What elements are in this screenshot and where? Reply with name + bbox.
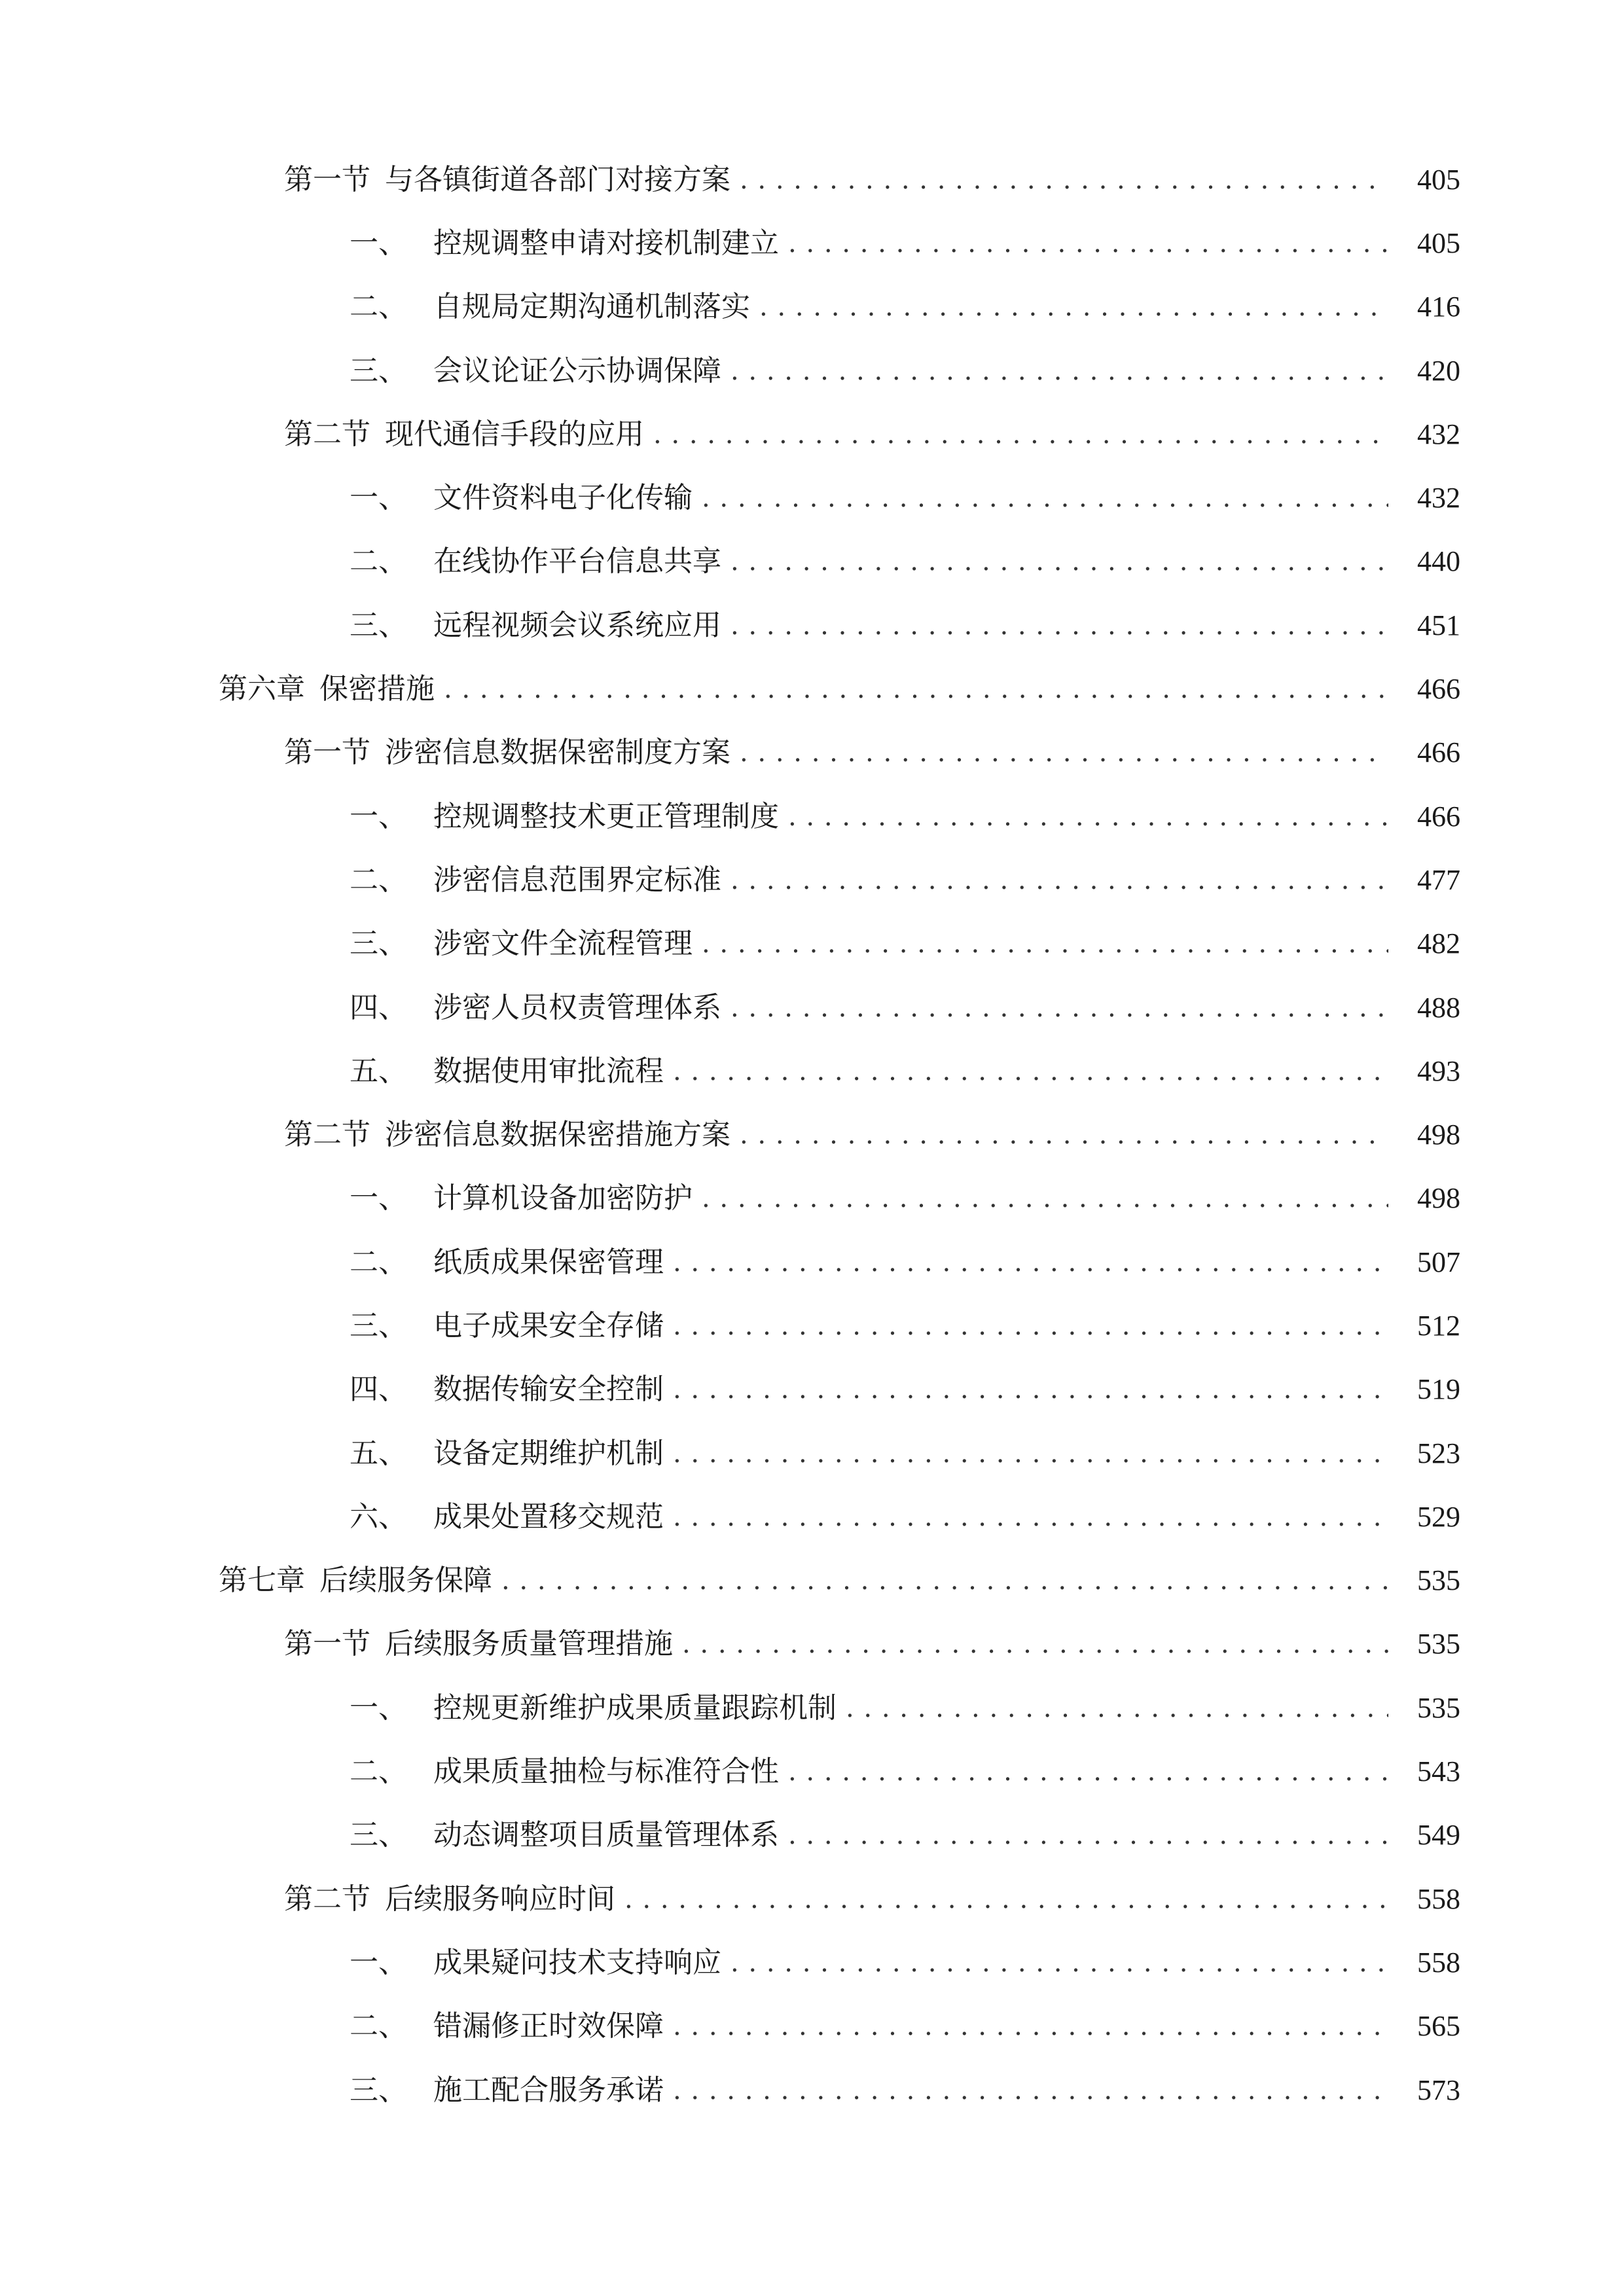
toc-entry-title: 涉密信息数据保密制度方案 <box>385 736 731 770</box>
table-of-contents <box>0 148 1624 2122</box>
toc-entry-title: 成果质量抽检与标准符合性 <box>433 1755 779 1789</box>
toc-entry-label <box>350 353 721 387</box>
toc-page-number: 519 <box>1417 1373 1460 1406</box>
toc-page-number: 466 <box>1417 800 1460 833</box>
toc-entry[interactable] <box>0 1230 1624 1294</box>
toc-entry[interactable] <box>0 148 1624 211</box>
toc-entry[interactable] <box>0 2058 1624 2122</box>
toc-entry[interactable] <box>0 785 1624 848</box>
toc-dot-leader <box>682 1630 1388 1659</box>
toc-entry[interactable] <box>0 403 1624 466</box>
toc-dot-leader <box>653 420 1388 449</box>
toc-entry-number: 四、 <box>350 990 407 1024</box>
toc-entry[interactable] <box>0 1039 1624 1103</box>
toc-page-number: 405 <box>1417 163 1460 196</box>
toc-entry[interactable] <box>0 657 1624 721</box>
toc-entry-label <box>350 1818 779 1852</box>
toc-entry[interactable] <box>0 276 1624 339</box>
toc-entry-title: 涉密文件全流程管理 <box>433 927 693 961</box>
toc-entry-number: 一、 <box>350 1181 407 1215</box>
toc-entry[interactable] <box>0 912 1624 976</box>
toc-entry-title: 现代通信手段的应用 <box>385 417 644 451</box>
toc-entry-label <box>350 1945 721 1979</box>
toc-entry-title: 纸质成果保密管理 <box>433 1245 664 1279</box>
toc-entry-number: 一、 <box>350 1691 407 1725</box>
toc-entry-label <box>350 1245 664 1279</box>
toc-entry-number: 第七章 <box>219 1564 305 1598</box>
toc-page-number: 523 <box>1417 1437 1460 1469</box>
toc-dot-leader <box>740 738 1388 767</box>
toc-dot-leader <box>846 1694 1388 1723</box>
toc-dot-leader <box>501 1566 1388 1595</box>
toc-entry-number: 一、 <box>350 481 407 515</box>
toc-entry-number: 一、 <box>350 799 407 833</box>
toc-entry-label <box>350 2073 664 2107</box>
toc-entry[interactable] <box>0 1931 1624 1994</box>
toc-entry-label <box>284 736 731 770</box>
toc-dot-leader <box>731 611 1388 640</box>
toc-dot-leader <box>673 1439 1388 1468</box>
toc-entry-title: 保密措施 <box>319 672 435 706</box>
toc-dot-leader <box>702 1184 1388 1213</box>
toc-page-number: 535 <box>1417 1564 1460 1597</box>
toc-entry-label <box>350 608 721 642</box>
toc-dot-leader <box>731 994 1388 1022</box>
toc-dot-leader <box>731 357 1388 386</box>
toc-dot-leader <box>702 929 1388 958</box>
toc-entry-title: 设备定期维护机制 <box>433 1436 664 1470</box>
toc-entry-title: 与各镇街道各部门对接方案 <box>385 162 731 196</box>
toc-entry-number: 一、 <box>350 1945 407 1979</box>
toc-entry[interactable] <box>0 1358 1624 1422</box>
toc-page-number: 493 <box>1417 1054 1460 1087</box>
toc-dot-leader <box>731 866 1388 895</box>
toc-dot-leader <box>673 1375 1388 1404</box>
toc-entry-number: 二、 <box>350 290 407 324</box>
toc-page-number: 420 <box>1417 354 1460 387</box>
toc-entry-number: 三、 <box>350 1818 407 1852</box>
toc-entry-label <box>350 1436 664 1470</box>
toc-entry[interactable] <box>0 976 1624 1039</box>
toc-entry-label <box>350 799 779 833</box>
toc-entry-label <box>350 1054 664 1088</box>
toc-entry-title: 错漏修正时效保障 <box>433 2009 664 2043</box>
toc-dot-leader <box>673 2076 1388 2105</box>
toc-entry-number: 第六章 <box>219 672 305 706</box>
toc-entry-title: 文件资料电子化传输 <box>433 481 693 515</box>
toc-page-number: 535 <box>1417 1691 1460 1724</box>
toc-dot-leader <box>788 1757 1388 1786</box>
toc-dot-leader <box>673 2012 1388 2041</box>
toc-dot-leader <box>673 1312 1388 1340</box>
toc-entry-number: 三、 <box>350 608 407 642</box>
toc-dot-leader <box>624 1885 1388 1914</box>
toc-page-number: 405 <box>1417 226 1460 259</box>
toc-entry[interactable] <box>0 594 1624 657</box>
toc-entry-label <box>350 1308 664 1342</box>
toc-entry-label <box>350 1691 837 1725</box>
toc-entry[interactable] <box>0 1867 1624 1931</box>
toc-entry-title: 施工配合服务承诺 <box>433 2073 664 2107</box>
toc-dot-leader <box>759 293 1388 321</box>
toc-entry-label <box>350 1499 664 1534</box>
toc-entry-title: 涉密信息范围界定标准 <box>433 863 721 897</box>
toc-page-number: 535 <box>1417 1628 1460 1660</box>
toc-entry-number: 第二节 <box>284 1118 370 1152</box>
toc-entry-number: 第二节 <box>284 417 370 451</box>
toc-page-number: 558 <box>1417 1882 1460 1915</box>
toc-entry-label <box>350 1181 693 1215</box>
toc-page-number: 440 <box>1417 545 1460 578</box>
toc-entry[interactable] <box>0 1613 1624 1676</box>
toc-entry[interactable] <box>0 1103 1624 1166</box>
toc-entry-title: 数据传输安全控制 <box>433 1372 664 1407</box>
toc-entry-number: 二、 <box>350 2009 407 2043</box>
toc-entry[interactable] <box>0 1167 1624 1230</box>
toc-dot-leader <box>788 802 1388 831</box>
toc-page-number: 488 <box>1417 991 1460 1024</box>
toc-page-number: 573 <box>1417 2073 1460 2106</box>
toc-page-number: 549 <box>1417 1819 1460 1852</box>
toc-entry[interactable] <box>0 339 1624 403</box>
toc-entry-label <box>284 1882 615 1916</box>
toc-entry-number: 二、 <box>350 1245 407 1279</box>
toc-entry-number: 三、 <box>350 927 407 961</box>
toc-entry-title: 计算机设备加密防护 <box>433 1181 693 1215</box>
toc-entry-title: 电子成果安全存储 <box>433 1308 664 1342</box>
toc-entry-label <box>350 2009 664 2043</box>
toc-entry[interactable] <box>0 1422 1624 1485</box>
toc-entry-title: 成果处置移交规范 <box>433 1499 664 1534</box>
toc-entry-number: 三、 <box>350 1308 407 1342</box>
toc-dot-leader <box>731 547 1388 576</box>
toc-page-number: 558 <box>1417 1946 1460 1979</box>
toc-entry-title: 会议论证公示协调保障 <box>433 353 721 387</box>
toc-entry[interactable] <box>0 211 1624 275</box>
toc-entry[interactable] <box>0 466 1624 529</box>
toc-page-number: 477 <box>1417 863 1460 896</box>
toc-entry-number: 第一节 <box>284 1627 370 1661</box>
toc-dot-leader <box>702 484 1388 512</box>
toc-entry-number: 二、 <box>350 545 407 579</box>
toc-page-number: 498 <box>1417 1182 1460 1215</box>
toc-dot-leader <box>788 229 1388 258</box>
toc-entry-label <box>350 1372 664 1407</box>
toc-entry-number: 二、 <box>350 863 407 897</box>
toc-page-number: 416 <box>1417 291 1460 323</box>
toc-entry-title: 后续服务响应时间 <box>385 1882 615 1916</box>
toc-page-number: 482 <box>1417 927 1460 960</box>
toc-entry-label <box>350 226 779 260</box>
toc-entry-label <box>350 927 693 961</box>
toc-entry-number: 三、 <box>350 353 407 387</box>
toc-page-number: 507 <box>1417 1246 1460 1278</box>
toc-entry-number: 第二节 <box>284 1882 370 1916</box>
toc-entry-title: 控规调整申请对接机制建立 <box>433 226 779 260</box>
toc-entry-title: 成果疑问技术支持响应 <box>433 1945 721 1979</box>
toc-entry[interactable] <box>0 1804 1624 1867</box>
toc-entry[interactable] <box>0 848 1624 912</box>
toc-entry-label <box>350 863 721 897</box>
toc-page-number: 466 <box>1417 736 1460 769</box>
toc-entry-title: 涉密信息数据保密措施方案 <box>385 1118 731 1152</box>
toc-entry-title: 控规调整技术更正管理制度 <box>433 799 779 833</box>
toc-page-number: 498 <box>1417 1119 1460 1151</box>
toc-entry-title: 后续服务质量管理措施 <box>385 1627 673 1661</box>
toc-entry-label <box>350 290 750 324</box>
toc-entry[interactable] <box>0 530 1624 594</box>
toc-entry-label <box>350 481 693 515</box>
toc-entry-title: 远程视频会议系统应用 <box>433 608 721 642</box>
toc-entry-label <box>284 1118 731 1152</box>
toc-entry[interactable] <box>0 1740 1624 1803</box>
toc-entry[interactable] <box>0 1549 1624 1613</box>
toc-entry-number: 五、 <box>350 1436 407 1470</box>
toc-entry[interactable] <box>0 1676 1624 1740</box>
toc-entry-label <box>284 162 731 196</box>
toc-entry-label <box>284 1627 673 1661</box>
toc-entry-title: 控规更新维护成果质量跟踪机制 <box>433 1691 837 1725</box>
toc-entry-number: 三、 <box>350 2073 407 2107</box>
toc-entry-title: 数据使用审批流程 <box>433 1054 664 1088</box>
toc-entry-title: 涉密人员权责管理体系 <box>433 990 721 1024</box>
toc-entry-number: 第一节 <box>284 162 370 196</box>
toc-entry-number: 二、 <box>350 1755 407 1789</box>
toc-dot-leader <box>444 675 1388 704</box>
toc-page-number: 543 <box>1417 1755 1460 1788</box>
toc-entry-number: 五、 <box>350 1054 407 1088</box>
toc-dot-leader <box>673 1057 1388 1086</box>
toc-page-number: 466 <box>1417 673 1460 706</box>
toc-dot-leader <box>673 1248 1388 1277</box>
toc-entry-label <box>350 545 721 579</box>
toc-page-number: 512 <box>1417 1309 1460 1342</box>
toc-entry-label <box>350 990 721 1024</box>
toc-entry[interactable] <box>0 1485 1624 1549</box>
toc-entry[interactable] <box>0 1995 1624 2058</box>
toc-dot-leader <box>788 1821 1388 1850</box>
toc-page-number: 451 <box>1417 609 1460 641</box>
toc-entry-number: 四、 <box>350 1372 407 1407</box>
toc-entry[interactable] <box>0 1294 1624 1357</box>
toc-dot-leader <box>673 1503 1388 1532</box>
toc-entry-title: 在线协作平台信息共享 <box>433 545 721 579</box>
toc-entry-label <box>284 417 644 451</box>
toc-entry-label <box>219 672 435 706</box>
toc-entry-title: 后续服务保障 <box>319 1564 492 1598</box>
toc-dot-leader <box>740 1121 1388 1149</box>
toc-page-number: 432 <box>1417 482 1460 514</box>
toc-page-number: 432 <box>1417 418 1460 450</box>
toc-entry-number: 第一节 <box>284 736 370 770</box>
toc-entry[interactable] <box>0 721 1624 785</box>
toc-dot-leader <box>731 1948 1388 1977</box>
toc-page-number: 529 <box>1417 1500 1460 1533</box>
toc-entry-title: 动态调整项目质量管理体系 <box>433 1818 779 1852</box>
toc-entry-title: 自规局定期沟通机制落实 <box>433 290 750 324</box>
toc-entry-label <box>219 1564 492 1598</box>
toc-dot-leader <box>740 166 1388 194</box>
toc-entry-label <box>350 1755 779 1789</box>
toc-entry-number: 一、 <box>350 226 407 260</box>
toc-page-number: 565 <box>1417 2010 1460 2043</box>
toc-entry-number: 六、 <box>350 1499 407 1534</box>
